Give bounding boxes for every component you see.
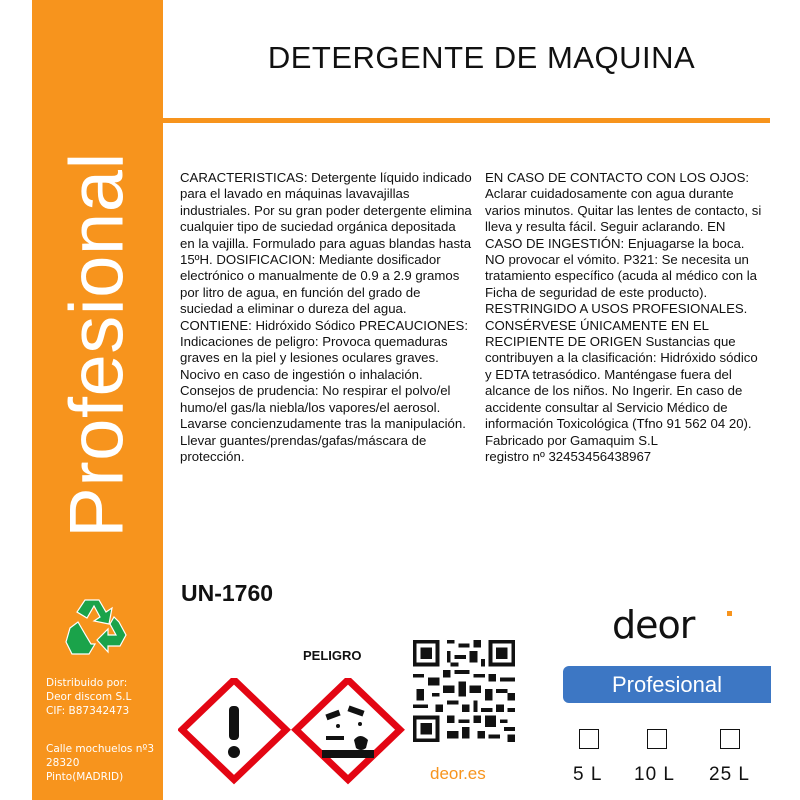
size-label-5l: 5 L (573, 764, 603, 785)
size-checkbox-10l[interactable] (647, 729, 667, 749)
address-line: Pinto(MADRID) (46, 771, 124, 783)
title-divider (163, 118, 770, 123)
description-left-column (180, 170, 472, 465)
distributor-line: CIF: B87342473 (46, 705, 130, 717)
brand-vertical-text (32, 0, 163, 600)
logo-accent-dot (727, 611, 732, 616)
website-link[interactable]: deor.es (430, 764, 486, 783)
address-line: 28320 (46, 757, 80, 769)
description-paragraph: EN CASO DE CONTACTO CON LOS OJOS: Aclarar cuidadosamente con agua durante varios minutos. Quitar las lentes de contacto, si lleva y resulta fácil. Seguir aclarando. EN CASO DE INGESTIÓN: Enjuagarse la boca. NO provocar el vómito. P321: Se necesita un tratamiento específico (acuda al médico con la Ficha de seguridad de este producto). RESTRINGIDO A USOS PROFESIONALES. CONSÉRVESE ÚNICAMENTE EN EL RECIPIENTE DE ORIGEN Sustancias que contribuyen a la clasificación: Hidróxido sódico y EDTA tetrasódico. Manténgase fuera del alcance de los niños. No Ingerir. En caso de accidente consultar al Servicio Médico de información Toxicológica (Tfno 91 562 04 20). (485, 170, 762, 432)
qr-code (409, 636, 519, 746)
distributor-line: Deor discom S.L (46, 691, 132, 703)
size-checkbox-25l[interactable] (720, 729, 740, 749)
size-checkbox-5l[interactable] (579, 729, 599, 749)
un-number: UN-1760 (181, 580, 274, 606)
brand-label: Profesional (54, 152, 140, 538)
registry-line: registro nº 32453456438967 (485, 448, 652, 464)
size-label-25l: 25 L (709, 764, 750, 785)
size-label-10l: 10 L (634, 764, 675, 785)
profesional-badge: Profesional (563, 666, 771, 703)
exclamation-mark-icon (182, 680, 286, 780)
description-paragraph: CARACTERISTICAS: Detergente líquido indicado para el lavado en máquinas lavavajillas industriales. Por su gran poder detergente elimina cualquier tipo de suciedad orgánica depositada en la vajilla. Formulado para aguas blandas hasta 15ºH. DOSIFICACION: Mediante dosificador electrónico o manualmente de 0.9 a 2.9 gramos (180, 170, 472, 284)
manufacturer-line: Fabricado por Gamaquim S.L (485, 432, 658, 448)
description-paragraph: por litro de agua, en función del grado de suciedad a eliminar o dureza del agua. CONTIENE: Hidróxido Sódico PRECAUCIONES: Indicaciones de peligro: Provoca quemaduras graves en la piel y lesiones oculares graves. Nocivo en caso de ingestión o inhalación. Consejos de prudencia: No respirar el polvo/el humo/el gas/la niebla/los vapores/el aerosol. Lavarse concienzudamente tras la manipulación. Llevar guantes/prendas/gafas/máscara de protección. (180, 284, 469, 464)
distributor-line: Distribuido por: (46, 677, 128, 689)
recycle-icon (62, 596, 132, 660)
corrosion-icon (296, 680, 400, 780)
address-line: Calle mochuelos nº3 (46, 743, 155, 755)
description-right-column (485, 170, 765, 465)
distributor-info (46, 676, 154, 784)
hazard-pictograms (178, 678, 408, 786)
signal-word: PELIGRO (303, 648, 362, 663)
brand-logo: deor (612, 603, 695, 647)
product-title: DETERGENTE DE MAQUINA (267, 40, 696, 75)
